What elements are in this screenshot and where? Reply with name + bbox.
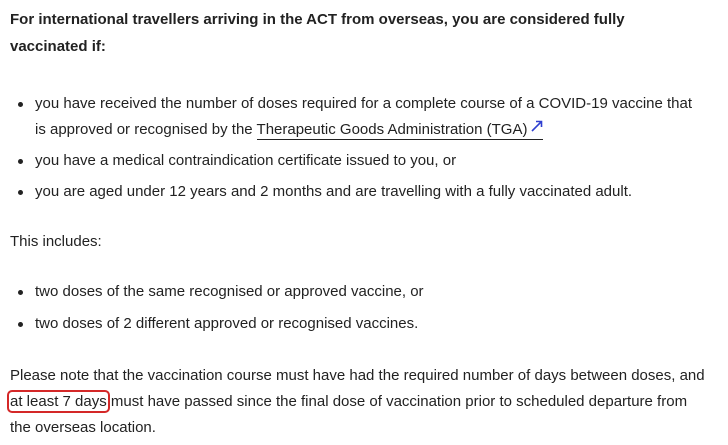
tga-link[interactable] <box>257 121 544 140</box>
list-item <box>10 91 706 143</box>
includes-list <box>10 279 706 337</box>
includes-text: two doses of 2 different approved or recognised vaccines. <box>35 315 419 332</box>
includes-label: This includes: <box>10 233 102 250</box>
note-text: Please note that the vaccination course must have had the required number of days between doses, and <box>10 367 705 384</box>
list-item <box>10 311 706 337</box>
highlighted-duration: at least 7 days <box>10 393 107 410</box>
bullet-icon <box>18 102 23 107</box>
note-paragraph <box>10 363 706 441</box>
bullet-icon <box>18 159 23 164</box>
bullet-icon <box>18 322 23 327</box>
criteria-text: you have a medical contraindication certificate issued to you, or <box>35 152 457 169</box>
section-heading: For international travellers arriving in the ACT from overseas, you are considered fully vaccinated if: <box>10 11 625 55</box>
bullet-icon <box>18 290 23 295</box>
criteria-text: you have received the number of doses required for a complete course of a COVID-19 vaccine that is approved or recognised by the <box>35 95 693 138</box>
criteria-text: you are aged under 12 years and 2 months and are travelling with a fully vaccinated adult. <box>35 183 633 200</box>
list-item <box>10 179 706 205</box>
tga-link-label: Therapeutic Goods Administration (TGA) <box>256 121 528 138</box>
bullet-icon <box>18 190 23 195</box>
external-link-icon <box>531 120 543 132</box>
note-text: must have passed since the final dose of vaccination prior to scheduled departure from the overseas location. <box>10 393 688 436</box>
includes-text: two doses of the same recognised or approved vaccine, or <box>35 283 424 300</box>
vaccination-criteria-list <box>10 91 706 205</box>
list-item <box>10 148 706 174</box>
list-item <box>10 279 706 305</box>
